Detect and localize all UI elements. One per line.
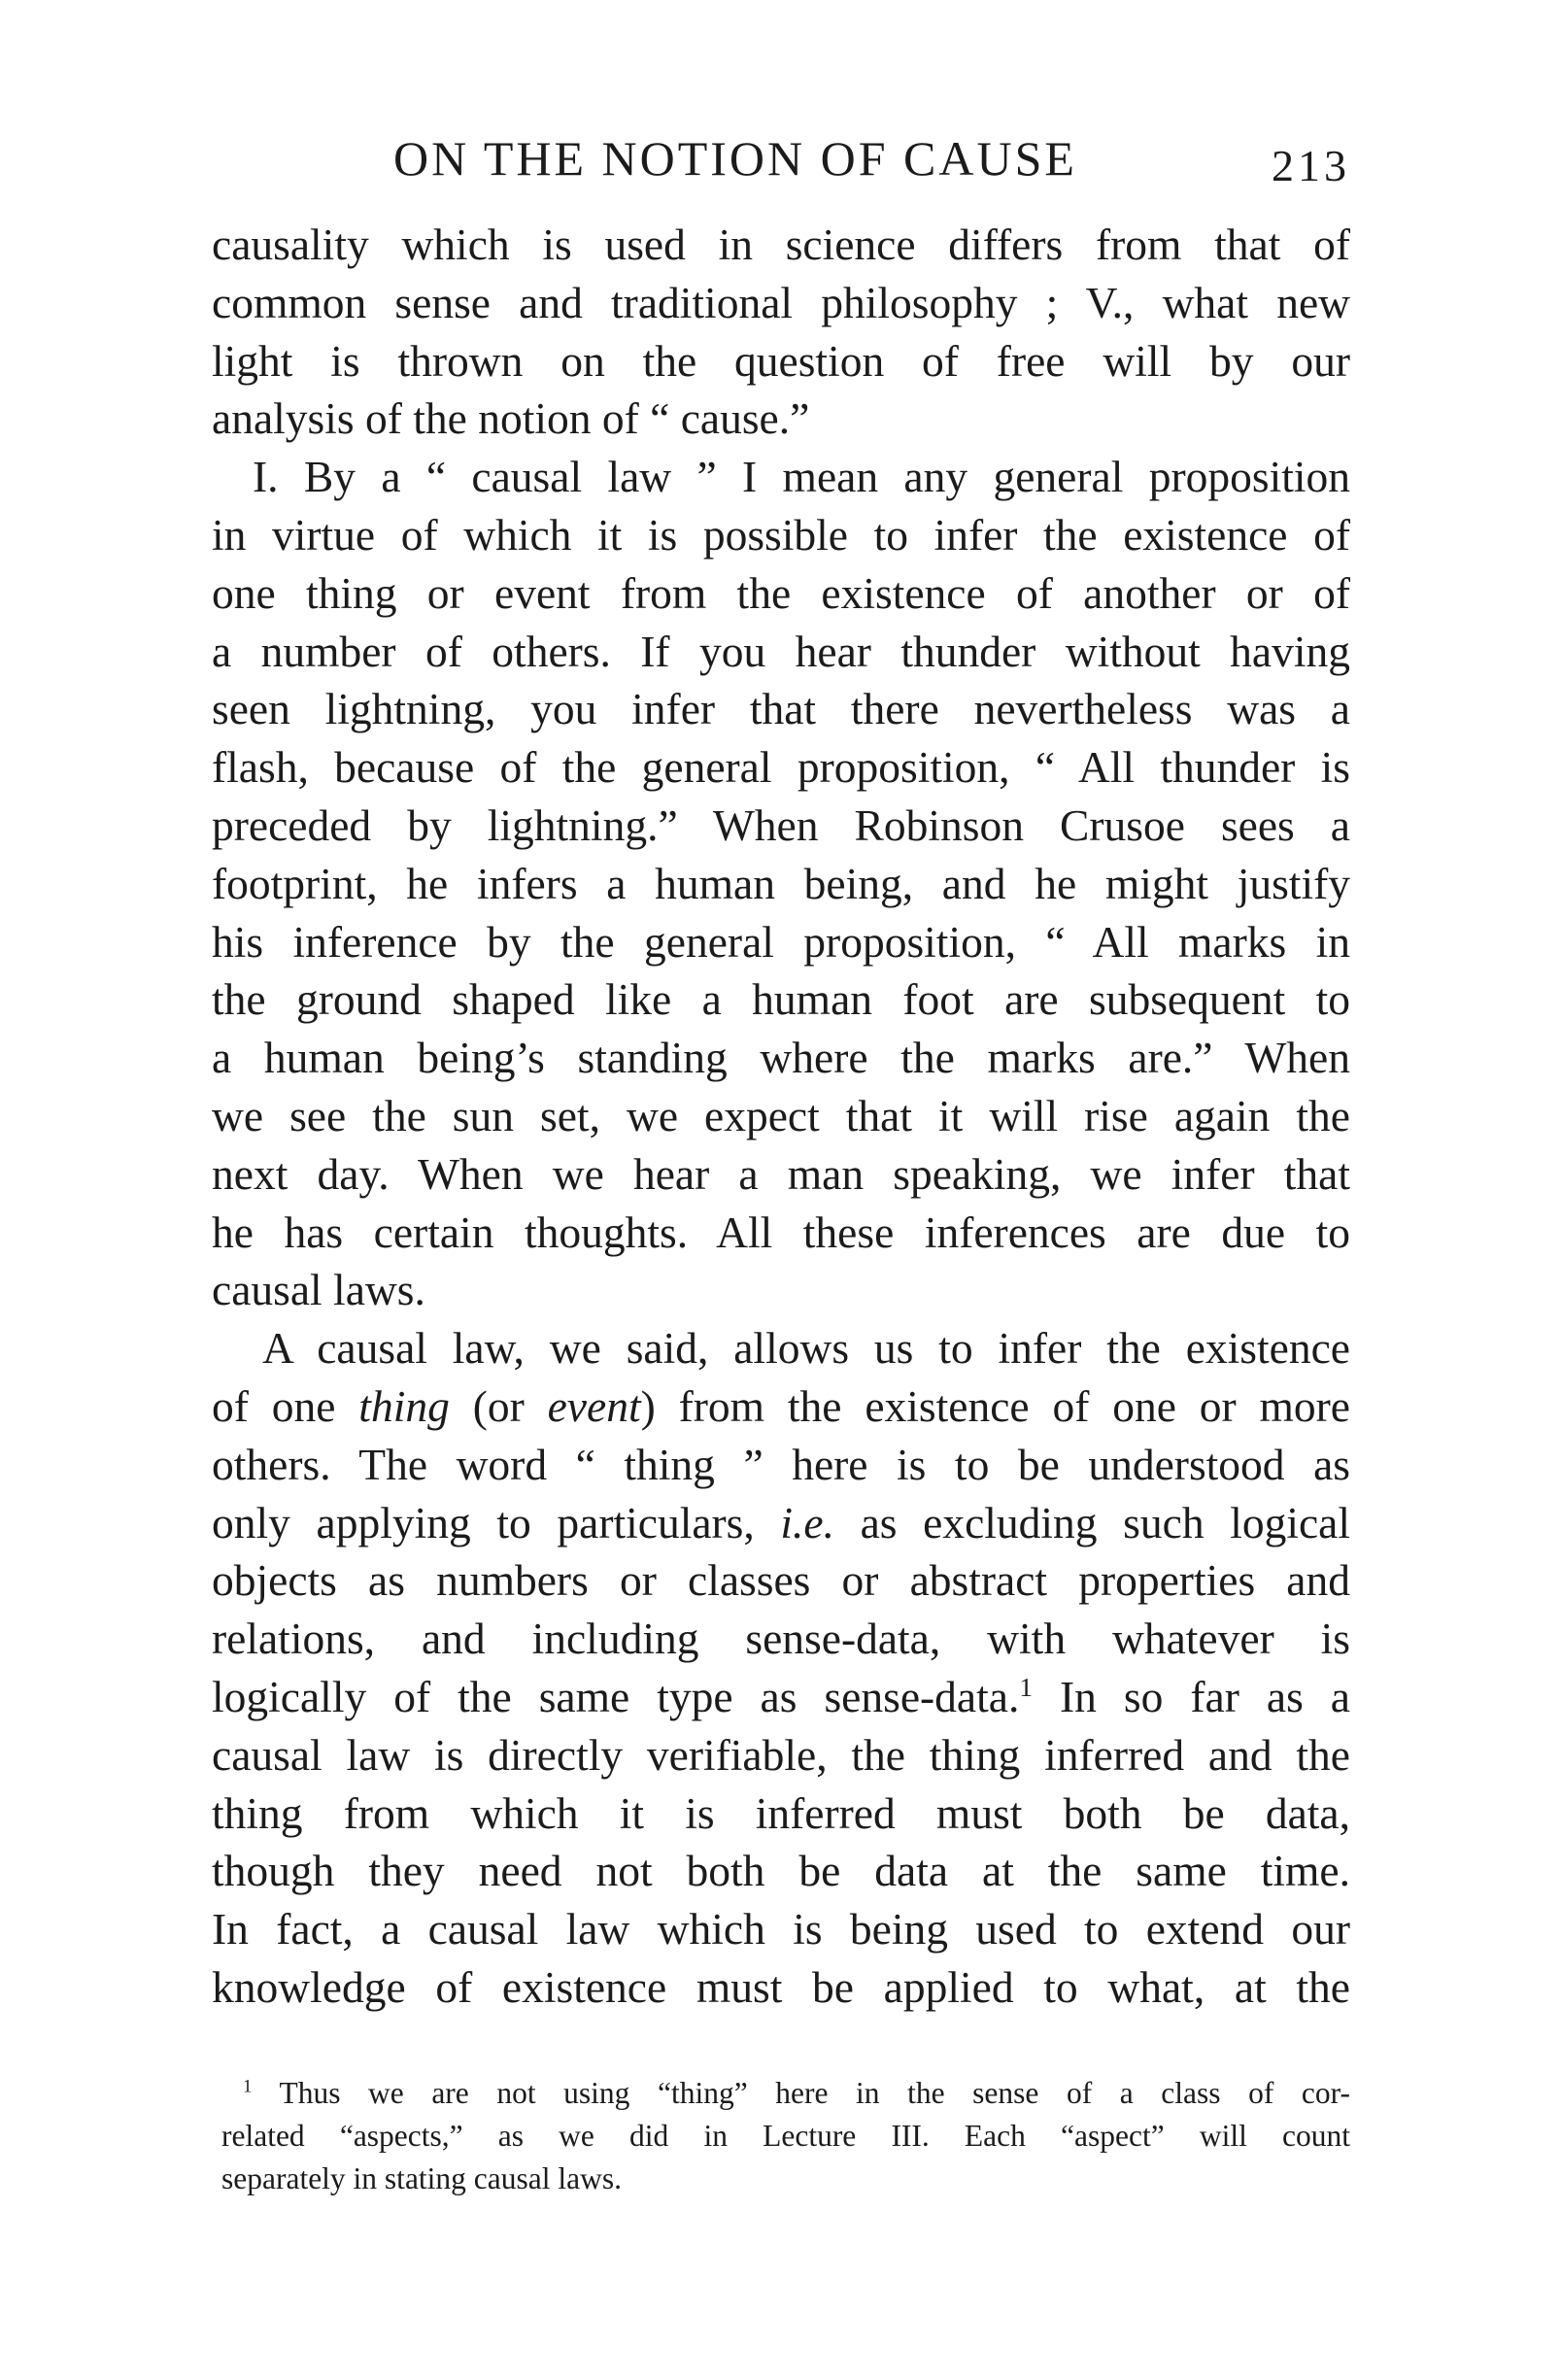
text-line: the ground shaped like a human foot are subsequent to — [212, 974, 1350, 1025]
footnote — [221, 2072, 1350, 2200]
text-segment: (or — [449, 1380, 548, 1431]
text-line: A causal law, we said, allows us to infer the existence — [262, 1323, 1350, 1374]
text-line: though they need not both be data at the same time. — [212, 1846, 1350, 1896]
text-line: causal laws. — [212, 1265, 425, 1315]
text-line-with-italics — [212, 1377, 1350, 1436]
footnote-line: related “aspects,” as we did in Lecture III. Each “aspect” will count — [221, 2119, 1350, 2153]
text-line: he has certain thoughts. All these inferences are due to — [212, 1207, 1350, 1257]
text-line: causal law is directly verifiable, the thing inferred and the — [212, 1729, 1350, 1780]
text-segment: In so far as a — [1032, 1671, 1350, 1721]
footnote-line — [221, 2072, 1350, 2115]
text-segment: as excluding such logical — [833, 1497, 1351, 1547]
body-text — [212, 216, 1350, 2017]
footnote-marker: 1 — [243, 2076, 253, 2097]
text-line: relations, and including sense-data, with whatever is — [212, 1614, 1350, 1664]
text-line: we see the sun set, we expect that it will rise again the — [212, 1090, 1350, 1140]
text-line: In fact, a causal law which is being used to extend our — [212, 1904, 1350, 1955]
text-line: one thing or event from the existence of another or of — [212, 567, 1350, 618]
text-line: I. By a “ causal law ” I mean any general proposition — [253, 452, 1350, 502]
text-line: his inference by the general proposition, “ All marks in — [212, 916, 1350, 967]
text-line: knowledge of existence must be applied to what, at the — [212, 1961, 1350, 2012]
page-number: 213 — [1272, 141, 1350, 190]
italic-word: event — [547, 1380, 641, 1431]
text-line: preceded by lightning.” When Robinson Crusoe sees a — [212, 799, 1350, 850]
text-line-with-footnote-ref — [212, 1668, 1350, 1726]
text-line: flash, because of the general proposition, “ All thunder is — [212, 742, 1350, 793]
footnote-text: Thus we are not using “thing” here in the sense of a class of cor- — [279, 2076, 1350, 2110]
italic-word: thing — [358, 1380, 450, 1431]
text-line: a human being’s standing where the marks are.” When — [212, 1033, 1350, 1083]
text-line: common sense and traditional philosophy ; V., what new — [212, 277, 1350, 327]
footnote-line: separately in stating causal laws. — [221, 2161, 622, 2195]
text-segment: of one — [212, 1380, 359, 1431]
text-line: thing from which it is inferred must both be data, — [212, 1787, 1350, 1838]
text-line: next day. When we hear a man speaking, we infer that — [212, 1148, 1350, 1199]
italic-word: i.e. — [780, 1497, 834, 1547]
text-line: objects as numbers or classes or abstract properties and — [212, 1555, 1350, 1606]
text-line: seen lightning, you infer that there nevertheless was a — [212, 684, 1350, 734]
text-line-with-italics — [212, 1494, 1350, 1552]
text-line: footprint, he infers a human being, and he might justify — [212, 858, 1350, 908]
running-head: ON THE NOTION OF CAUSE — [393, 131, 1077, 186]
text-line: a number of others. If you hear thunder without having — [212, 626, 1350, 676]
text-line: causality which is used in science differs from that of — [212, 220, 1350, 269]
text-segment: ) from the existence of one or more — [640, 1380, 1350, 1431]
footnote-reference[interactable]: 1 — [1019, 1672, 1033, 1702]
text-line: others. The word “ thing ” here is to be understood as — [212, 1439, 1350, 1489]
page-header — [214, 124, 1350, 192]
text-line: analysis of the notion of “ cause.” — [212, 393, 810, 444]
text-line: in virtue of which it is possible to infer the existence of — [212, 509, 1350, 560]
text-segment: only applying to particulars, — [212, 1497, 781, 1547]
text-segment: logically of the same type as sense-data. — [212, 1671, 1020, 1721]
text-line: light is thrown on the question of free will by our — [212, 335, 1350, 386]
